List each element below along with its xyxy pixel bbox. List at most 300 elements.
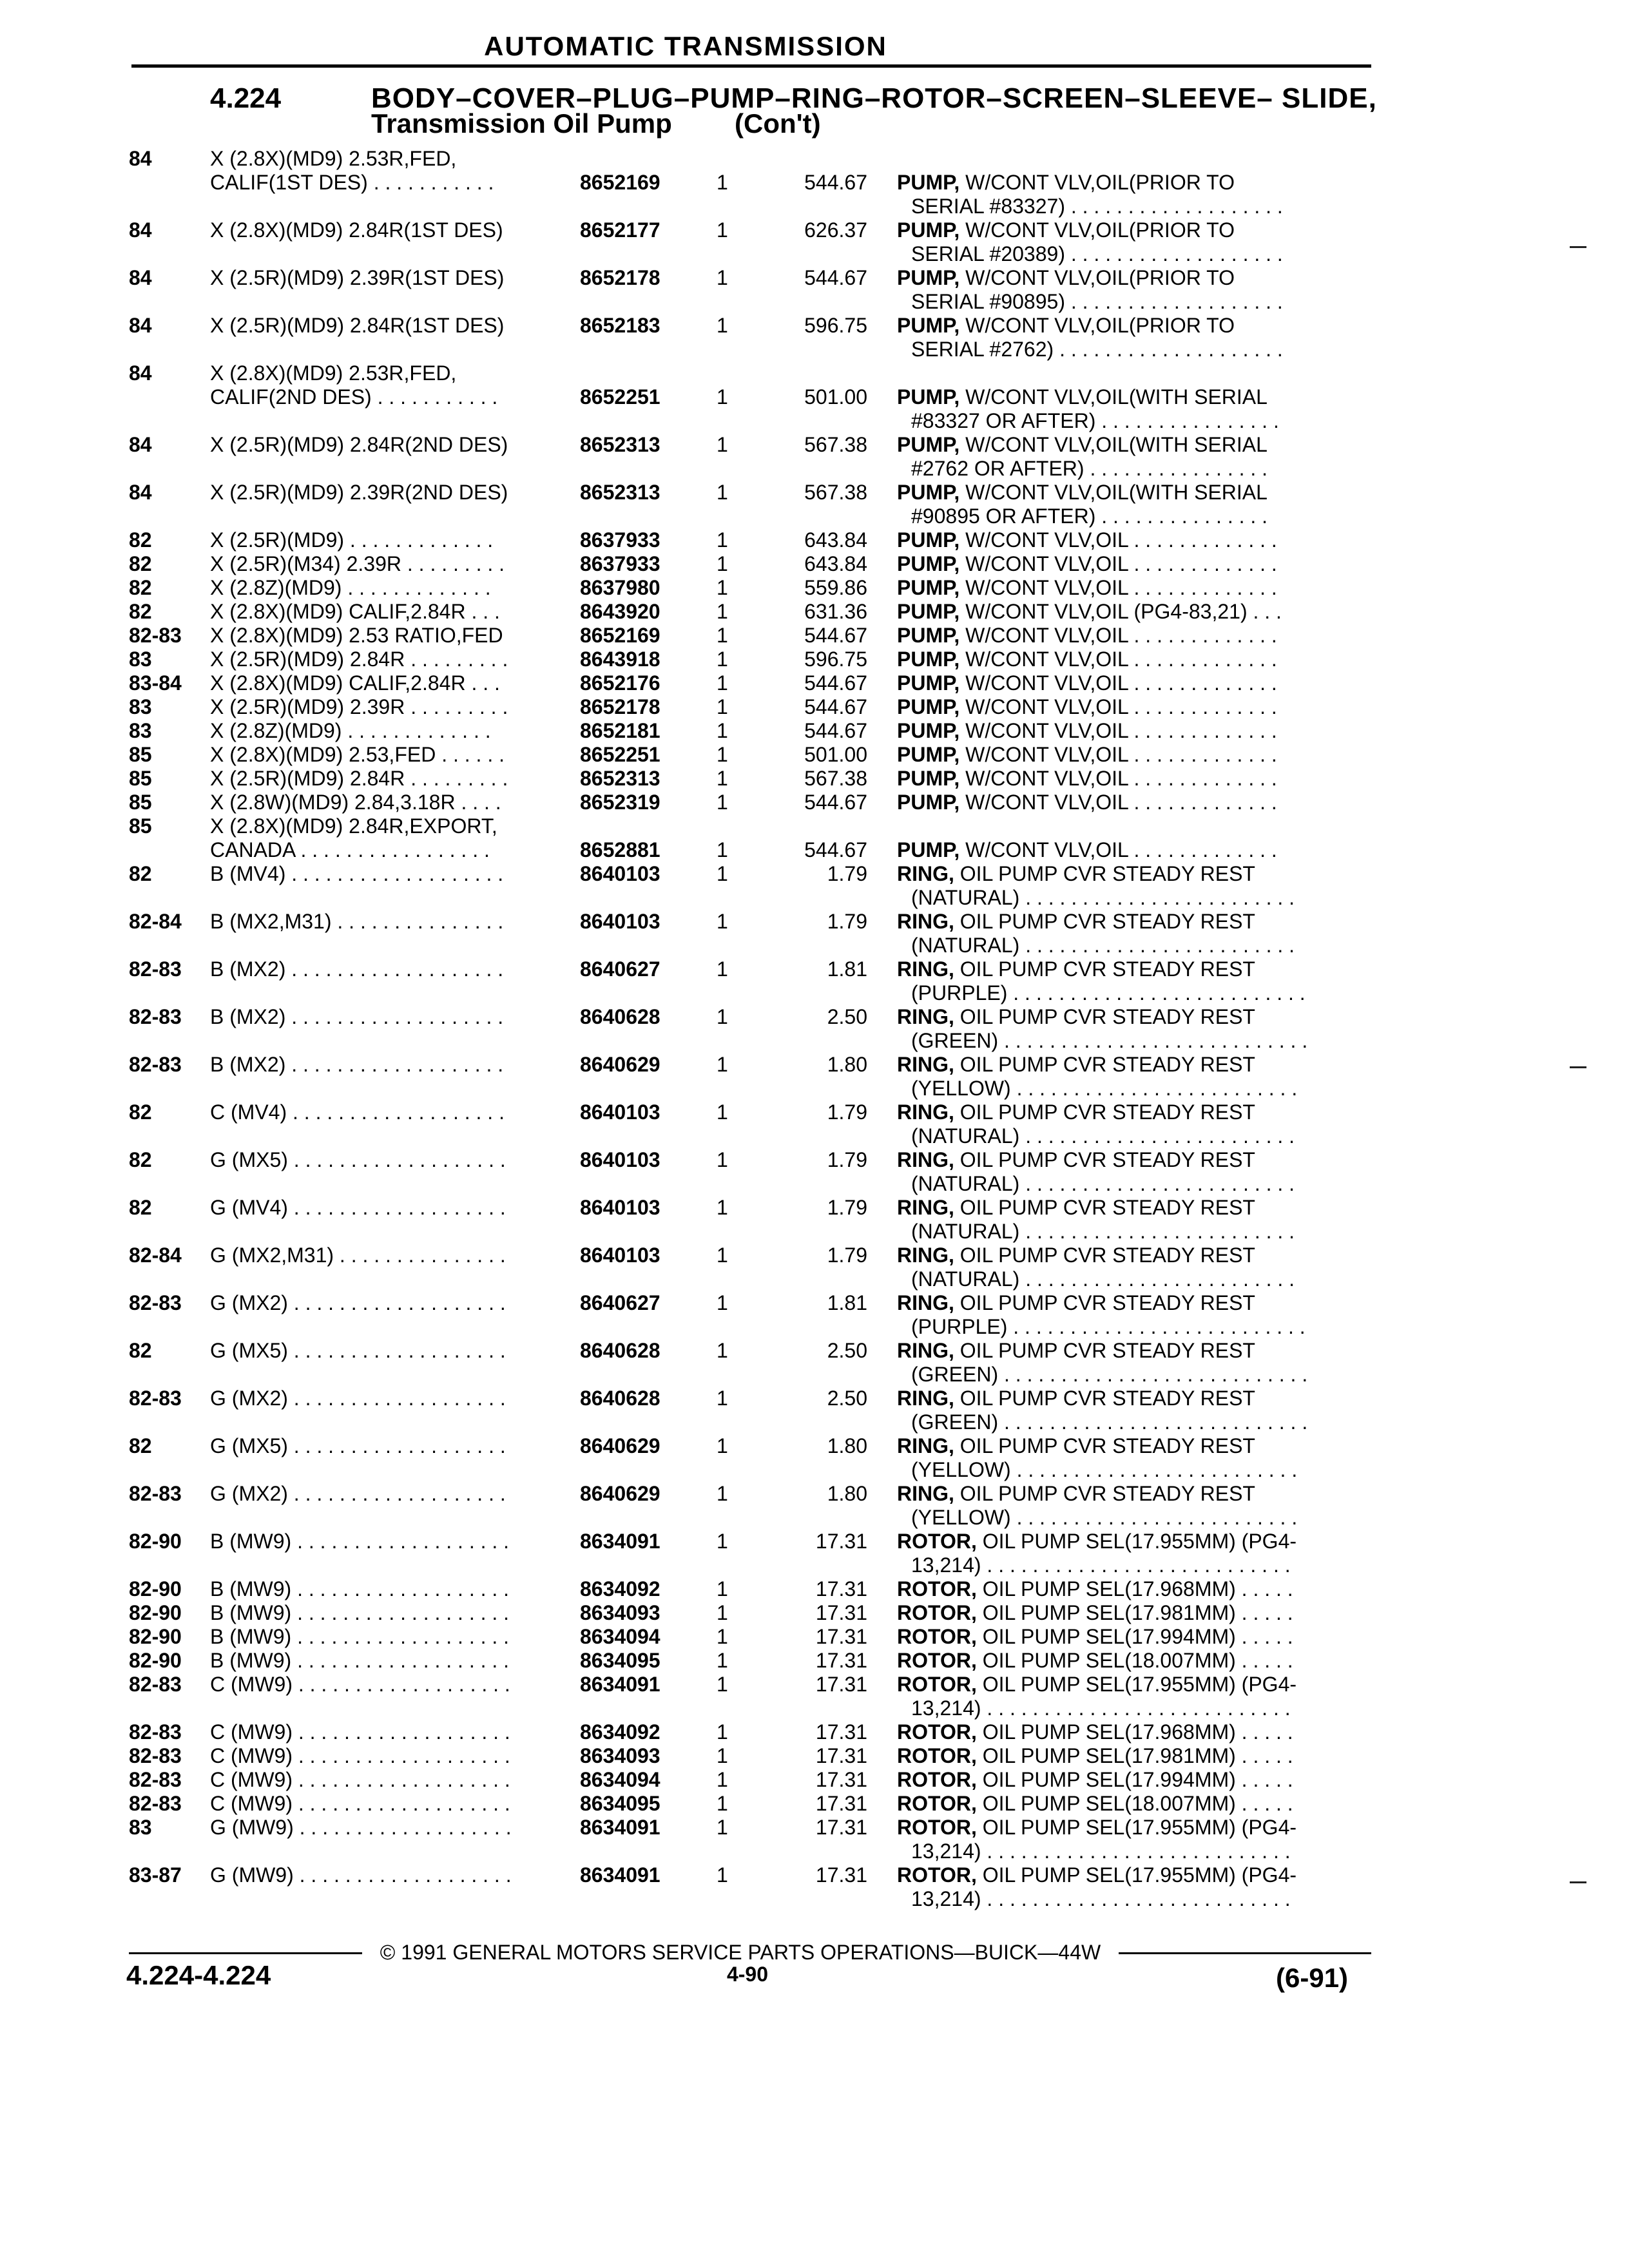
price: 1.81 <box>827 1291 867 1314</box>
description-line: X (2.8Z)(MD9) . . . . . . . . . . . . . <box>210 719 491 742</box>
part-number: 8640628 <box>580 1387 660 1410</box>
part-number: 8652313 <box>580 433 660 456</box>
part-name-keyword: PUMP, <box>897 767 960 790</box>
part-name-text: OIL PUMP SEL(17.955MM) (PG4- <box>982 1816 1297 1839</box>
model-year: 85 <box>129 743 152 766</box>
part-name-line <box>897 1291 1371 1315</box>
price: 567.38 <box>804 767 867 790</box>
part-name-text: OIL PUMP SEL(18.007MM) . . . . . <box>982 1649 1293 1672</box>
quantity: 1 <box>717 695 728 718</box>
part-name-line <box>897 695 1371 719</box>
part-name-line <box>897 671 1371 695</box>
part-name-line <box>897 1744 1371 1768</box>
quantity: 1 <box>717 1863 728 1887</box>
table-row <box>0 957 1371 1005</box>
part-number: 8640627 <box>580 957 660 981</box>
model-year: 82-83 <box>129 1005 182 1028</box>
part-name-text: OIL PUMP CVR STEADY REST <box>959 1387 1255 1410</box>
part-name-text: W/CONT VLV,OIL(PRIOR TO <box>965 266 1235 289</box>
part-name-text: W/CONT VLV,OIL . . . . . . . . . . . . . <box>965 624 1277 647</box>
quantity: 1 <box>717 1291 728 1314</box>
model-year: 83 <box>129 719 152 742</box>
footer-rule-right <box>1119 1952 1371 1954</box>
part-name-line: (NATURAL) . . . . . . . . . . . . . . . . . . . . . . . . <box>911 934 1295 957</box>
part-name-line: (YELLOW) . . . . . . . . . . . . . . . . . . . . . . . . . <box>911 1458 1298 1481</box>
part-name-text: OIL PUMP SEL(17.981MM) . . . . . <box>982 1601 1293 1624</box>
model-year: 82-83 <box>129 1291 182 1314</box>
model-year: 82-83 <box>129 1720 182 1744</box>
model-year: 82 <box>129 552 152 575</box>
part-name-text: OIL PUMP CVR STEADY REST <box>959 910 1255 933</box>
part-name-text: W/CONT VLV,OIL . . . . . . . . . . . . . <box>965 671 1277 695</box>
part-number: 8640103 <box>580 1100 660 1124</box>
description-line: G (MW9) . . . . . . . . . . . . . . . . . . . <box>210 1863 512 1887</box>
part-name-line: #2762 OR AFTER) . . . . . . . . . . . . . . . . <box>911 457 1268 480</box>
part-number: 8640628 <box>580 1339 660 1362</box>
quantity: 1 <box>717 1387 728 1410</box>
part-number: 8634093 <box>580 1601 660 1624</box>
part-name-line <box>897 910 1371 934</box>
part-number: 8640629 <box>580 1434 660 1457</box>
part-name-text: W/CONT VLV,OIL(WITH SERIAL <box>965 433 1268 456</box>
part-name-text: W/CONT VLV,OIL . . . . . . . . . . . . . <box>965 743 1277 766</box>
model-year: 82-90 <box>129 1577 182 1600</box>
part-name-line <box>897 1530 1371 1553</box>
table-row <box>0 266 1371 314</box>
table-row <box>0 1387 1371 1434</box>
model-year: 84 <box>129 314 152 337</box>
part-name-line: 13,214) . . . . . . . . . . . . . . . . . . . . . . . . . . . <box>911 1553 1291 1577</box>
price: 501.00 <box>804 385 867 408</box>
part-number: 8637933 <box>580 528 660 552</box>
price: 544.67 <box>804 266 867 289</box>
quantity: 1 <box>717 481 728 504</box>
part-name-text: W/CONT VLV,OIL . . . . . . . . . . . . . <box>965 767 1277 790</box>
description-line: X (2.5R)(M34) 2.39R . . . . . . . . . <box>210 552 505 575</box>
part-number: 8652181 <box>580 719 660 742</box>
price: 1.79 <box>827 1196 867 1219</box>
quantity: 1 <box>717 600 728 623</box>
table-row <box>0 552 1371 576</box>
part-number: 8652169 <box>580 624 660 647</box>
price: 567.38 <box>804 481 867 504</box>
part-name-text: OIL PUMP SEL(17.968MM) . . . . . <box>982 1577 1293 1600</box>
part-name-line <box>897 1625 1371 1649</box>
part-name-keyword: RING, <box>897 1482 954 1505</box>
quantity: 1 <box>717 552 728 575</box>
revision-date: (6-91) <box>1276 1963 1349 1993</box>
quantity: 1 <box>717 1720 728 1744</box>
description-line: X (2.5R)(MD9) 2.39R(2ND DES) <box>210 481 508 504</box>
footer-rule-left <box>129 1952 362 1954</box>
price: 631.36 <box>804 600 867 623</box>
part-name-keyword: PUMP, <box>897 791 960 814</box>
model-year: 84 <box>129 361 152 385</box>
price: 17.31 <box>815 1649 867 1672</box>
part-name-line: SERIAL #90895) . . . . . . . . . . . . . . . . . . . <box>911 290 1283 313</box>
part-name-line: (NATURAL) . . . . . . . . . . . . . . . . . . . . . . . . <box>911 1172 1295 1195</box>
part-number: 8652178 <box>580 695 660 718</box>
part-name-keyword: ROTOR, <box>897 1863 977 1887</box>
table-row <box>0 528 1371 552</box>
part-name-line: SERIAL #20389) . . . . . . . . . . . . . . . . . . . <box>911 242 1283 265</box>
part-name-keyword: PUMP, <box>897 218 960 242</box>
table-row <box>0 1863 1371 1911</box>
price: 17.31 <box>815 1792 867 1815</box>
price: 1.79 <box>827 1148 867 1171</box>
quantity: 1 <box>717 1482 728 1505</box>
part-name-keyword: RING, <box>897 957 954 981</box>
model-year: 84 <box>129 481 152 504</box>
part-name-line <box>897 1005 1371 1029</box>
part-name-text: W/CONT VLV,OIL(WITH SERIAL <box>965 481 1268 504</box>
description-line: B (MX2) . . . . . . . . . . . . . . . . . . . <box>210 1005 504 1028</box>
group-range: 4.224-4.224 <box>126 1960 271 1990</box>
price: 544.67 <box>804 719 867 742</box>
part-name-text: W/CONT VLV,OIL . . . . . . . . . . . . . <box>965 648 1277 671</box>
part-number: 8637980 <box>580 576 660 599</box>
model-year: 84 <box>129 433 152 456</box>
model-year: 82-90 <box>129 1601 182 1624</box>
part-name-line <box>897 1387 1371 1410</box>
part-name-line: (NATURAL) . . . . . . . . . . . . . . . . . . . . . . . . <box>911 1124 1295 1148</box>
description-line: B (MV4) . . . . . . . . . . . . . . . . . . . <box>210 862 504 885</box>
part-name-text: W/CONT VLV,OIL . . . . . . . . . . . . . <box>965 838 1277 861</box>
model-year: 82 <box>129 1100 152 1124</box>
part-name-line: (PURPLE) . . . . . . . . . . . . . . . . . . . . . . . . . . <box>911 1315 1306 1338</box>
quantity: 1 <box>717 1601 728 1624</box>
part-number: 8652251 <box>580 385 660 408</box>
model-year: 83 <box>129 648 152 671</box>
part-name-line <box>897 1768 1371 1792</box>
part-name-line <box>897 1720 1371 1744</box>
quantity: 1 <box>717 1625 728 1648</box>
price: 596.75 <box>804 314 867 337</box>
part-name-keyword: RING, <box>897 1005 954 1028</box>
part-number: 8640627 <box>580 1291 660 1314</box>
part-name-keyword: PUMP, <box>897 385 960 408</box>
part-name-keyword: PUMP, <box>897 838 960 861</box>
part-name-line <box>897 838 1371 862</box>
part-name-line: SERIAL #2762) . . . . . . . . . . . . . . . . . . . . <box>911 338 1283 361</box>
price: 1.81 <box>827 957 867 981</box>
part-name-line <box>897 957 1371 981</box>
quantity: 1 <box>717 1673 728 1696</box>
part-name-keyword: PUMP, <box>897 171 960 194</box>
model-year: 82-83 <box>129 1673 182 1696</box>
price: 2.50 <box>827 1005 867 1028</box>
part-name-keyword: PUMP, <box>897 695 960 718</box>
part-name-keyword: PUMP, <box>897 576 960 599</box>
page-number: 4-90 <box>726 1963 769 1986</box>
model-year: 82-83 <box>129 1387 182 1410</box>
quantity: 1 <box>717 648 728 671</box>
part-name-keyword: RING, <box>897 1387 954 1410</box>
part-name-line <box>897 1053 1371 1077</box>
description-line: B (MW9) . . . . . . . . . . . . . . . . . . . <box>210 1601 510 1624</box>
part-number: 8634091 <box>580 1863 660 1887</box>
part-name-keyword: ROTOR, <box>897 1577 977 1600</box>
part-name-text: W/CONT VLV,OIL . . . . . . . . . . . . . <box>965 695 1277 718</box>
table-row <box>0 576 1371 600</box>
description-line: X (2.5R)(MD9) 2.39R(1ST DES) <box>210 266 505 289</box>
section-title: AUTOMATIC TRANSMISSION <box>484 31 887 61</box>
part-name-text: W/CONT VLV,OIL (PG4-83,21) . . . <box>965 600 1282 623</box>
part-name-text: OIL PUMP SEL(17.955MM) (PG4- <box>982 1863 1297 1887</box>
description-line: C (MW9) . . . . . . . . . . . . . . . . . . . <box>210 1744 510 1767</box>
part-name-text: OIL PUMP CVR STEADY REST <box>959 1100 1255 1124</box>
part-name-text: OIL PUMP SEL(17.968MM) . . . . . <box>982 1720 1293 1744</box>
part-name-keyword: RING, <box>897 1339 954 1362</box>
table-row <box>0 671 1371 695</box>
description-line: X (2.5R)(MD9) 2.84R(1ST DES) <box>210 314 505 337</box>
part-name-keyword: PUMP, <box>897 648 960 671</box>
part-name-line: (NATURAL) . . . . . . . . . . . . . . . . . . . . . . . . <box>911 886 1295 909</box>
quantity: 1 <box>717 791 728 814</box>
part-name-keyword: PUMP, <box>897 266 960 289</box>
description-line: G (MX2) . . . . . . . . . . . . . . . . . . . <box>210 1387 506 1410</box>
quantity: 1 <box>717 528 728 552</box>
part-name-keyword: RING, <box>897 1244 954 1267</box>
description-line: C (MV4) . . . . . . . . . . . . . . . . . . . <box>210 1100 505 1124</box>
model-year: 82 <box>129 528 152 552</box>
quantity: 1 <box>717 385 728 408</box>
part-name-keyword: PUMP, <box>897 552 960 575</box>
model-year: 85 <box>129 814 152 838</box>
part-name-line <box>897 1816 1371 1840</box>
price: 626.37 <box>804 218 867 242</box>
table-row <box>0 361 1371 432</box>
description-line: B (MX2,M31) . . . . . . . . . . . . . . . <box>210 910 504 933</box>
description-line: X (2.8X)(MD9) 2.84R(1ST DES) <box>210 218 503 242</box>
part-name-line <box>897 1649 1371 1673</box>
part-number: 8640103 <box>580 1196 660 1219</box>
part-number: 8652176 <box>580 671 660 695</box>
price: 17.31 <box>815 1601 867 1624</box>
part-name-text: OIL PUMP CVR STEADY REST <box>959 1339 1255 1362</box>
quantity: 1 <box>717 1530 728 1553</box>
quantity: 1 <box>717 862 728 885</box>
table-row <box>0 1530 1371 1577</box>
part-name-line <box>897 791 1371 814</box>
table-row <box>0 147 1371 218</box>
description-line: G (MX2,M31) . . . . . . . . . . . . . . . <box>210 1244 506 1267</box>
table-row <box>0 767 1371 791</box>
part-name-keyword: RING, <box>897 862 954 885</box>
table-row <box>0 1434 1371 1482</box>
part-name-line <box>897 1100 1371 1124</box>
part-number: 8652251 <box>580 743 660 766</box>
part-name-line <box>897 218 1371 242</box>
part-name-text: OIL PUMP CVR STEADY REST <box>959 1434 1255 1457</box>
table-row <box>0 1053 1371 1100</box>
price: 501.00 <box>804 743 867 766</box>
table-row <box>0 624 1371 648</box>
part-name-line: #90895 OR AFTER) . . . . . . . . . . . . . . . <box>911 505 1268 528</box>
quantity: 1 <box>717 171 728 194</box>
quantity: 1 <box>717 743 728 766</box>
part-name-keyword: RING, <box>897 1196 954 1219</box>
model-year: 82-84 <box>129 1244 182 1267</box>
model-year: 82-90 <box>129 1530 182 1553</box>
model-year: 82-83 <box>129 1744 182 1767</box>
part-number: 8640103 <box>580 1148 660 1171</box>
description-line: X (2.8X)(MD9) 2.53,FED . . . . . . <box>210 743 505 766</box>
part-name-keyword: RING, <box>897 1434 954 1457</box>
part-name-keyword: PUMP, <box>897 624 960 647</box>
part-number: 8640103 <box>580 862 660 885</box>
description-line: G (MW9) . . . . . . . . . . . . . . . . . . . <box>210 1816 512 1839</box>
part-name-line: (GREEN) . . . . . . . . . . . . . . . . . . . . . . . . . . . <box>911 1363 1308 1386</box>
part-name-text: W/CONT VLV,OIL . . . . . . . . . . . . . <box>965 576 1277 599</box>
part-name-text: W/CONT VLV,OIL(PRIOR TO <box>965 171 1235 194</box>
description-line: X (2.8X)(MD9) CALIF,2.84R . . . <box>210 600 500 623</box>
price: 17.31 <box>815 1744 867 1767</box>
part-number: 8634095 <box>580 1649 660 1672</box>
part-name-line: (YELLOW) . . . . . . . . . . . . . . . . . . . . . . . . . <box>911 1077 1298 1100</box>
part-name-text: OIL PUMP CVR STEADY REST <box>959 957 1255 981</box>
table-row <box>0 433 1371 481</box>
table-row <box>0 648 1371 671</box>
quantity: 1 <box>717 1649 728 1672</box>
price: 544.67 <box>804 838 867 861</box>
model-year: 83-84 <box>129 671 182 695</box>
part-name-line <box>897 385 1371 409</box>
model-year: 83 <box>129 695 152 718</box>
part-name-keyword: ROTOR, <box>897 1816 977 1839</box>
quantity: 1 <box>717 266 728 289</box>
part-name-text: OIL PUMP CVR STEADY REST <box>959 1196 1255 1219</box>
part-number: 8634094 <box>580 1625 660 1648</box>
price: 1.80 <box>827 1434 867 1457</box>
table-row <box>0 1339 1371 1387</box>
model-year: 82 <box>129 1434 152 1457</box>
quantity: 1 <box>717 314 728 337</box>
table-row <box>0 1673 1371 1720</box>
quantity: 1 <box>717 433 728 456</box>
price: 1.79 <box>827 1244 867 1267</box>
part-name-text: OIL PUMP CVR STEADY REST <box>959 1148 1255 1171</box>
model-year: 83 <box>129 1816 152 1839</box>
part-number: 8640103 <box>580 1244 660 1267</box>
description-line: X (2.8W)(MD9) 2.84,3.18R . . . . <box>210 791 501 814</box>
description-line: B (MW9) . . . . . . . . . . . . . . . . . . . <box>210 1649 510 1672</box>
part-name-keyword: ROTOR, <box>897 1673 977 1696</box>
price: 17.31 <box>815 1816 867 1839</box>
model-year: 82 <box>129 1339 152 1362</box>
header-rule <box>131 64 1371 68</box>
description-line: B (MW9) . . . . . . . . . . . . . . . . . . . <box>210 1625 510 1648</box>
part-name-keyword: ROTOR, <box>897 1530 977 1553</box>
group-subtitle: Transmission Oil Pump <box>371 108 672 139</box>
part-name-keyword: ROTOR, <box>897 1768 977 1791</box>
part-name-text: OIL PUMP SEL(17.981MM) . . . . . <box>982 1744 1293 1767</box>
part-name-line <box>897 767 1371 791</box>
part-number: 8652169 <box>580 171 660 194</box>
part-name-keyword: ROTOR, <box>897 1792 977 1815</box>
part-name-line <box>897 528 1371 552</box>
part-number: 8652177 <box>580 218 660 242</box>
table-row <box>0 719 1371 743</box>
part-name-line <box>897 719 1371 743</box>
part-name-line <box>897 1577 1371 1601</box>
description-line: G (MX5) . . . . . . . . . . . . . . . . . . . <box>210 1148 506 1171</box>
part-name-text: OIL PUMP SEL(17.955MM) (PG4- <box>982 1530 1297 1553</box>
price: 559.86 <box>804 576 867 599</box>
part-name-line <box>897 624 1371 648</box>
model-year: 82-83 <box>129 957 182 981</box>
part-name-keyword: ROTOR, <box>897 1601 977 1624</box>
price: 17.31 <box>815 1673 867 1696</box>
part-name-line: (PURPLE) . . . . . . . . . . . . . . . . . . . . . . . . . . <box>911 981 1306 1004</box>
description-line: X (2.8X)(MD9) 2.53R,FED, <box>210 361 457 385</box>
price: 2.50 <box>827 1387 867 1410</box>
part-number: 8634091 <box>580 1673 660 1696</box>
part-name-text: W/CONT VLV,OIL(PRIOR TO <box>965 218 1235 242</box>
quantity: 1 <box>717 1196 728 1219</box>
margin-mark <box>1570 246 1586 248</box>
table-row <box>0 1649 1371 1673</box>
part-name-line <box>897 743 1371 767</box>
part-name-line: (NATURAL) . . . . . . . . . . . . . . . . . . . . . . . . <box>911 1267 1295 1291</box>
description-line: G (MX2) . . . . . . . . . . . . . . . . . . . <box>210 1482 506 1505</box>
description-line: C (MW9) . . . . . . . . . . . . . . . . . . . <box>210 1673 510 1696</box>
quantity: 1 <box>717 1100 728 1124</box>
quantity: 1 <box>717 767 728 790</box>
group-number: 4.224 <box>210 82 282 114</box>
part-name-line <box>897 1601 1371 1625</box>
part-number: 8640629 <box>580 1482 660 1505</box>
part-name-keyword: ROTOR, <box>897 1720 977 1744</box>
description-line: X (2.5R)(MD9) 2.84R . . . . . . . . . <box>210 767 508 790</box>
part-name-text: OIL PUMP SEL(17.994MM) . . . . . <box>982 1625 1293 1648</box>
quantity: 1 <box>717 1148 728 1171</box>
part-name-text: OIL PUMP CVR STEADY REST <box>959 1053 1255 1076</box>
description-line: X (2.5R)(MD9) . . . . . . . . . . . . . <box>210 528 494 552</box>
model-year: 82-84 <box>129 910 182 933</box>
part-name-keyword: RING, <box>897 1291 954 1314</box>
part-name-text: W/CONT VLV,OIL . . . . . . . . . . . . . <box>965 791 1277 814</box>
part-name-text: W/CONT VLV,OIL . . . . . . . . . . . . . <box>965 719 1277 742</box>
part-name-keyword: PUMP, <box>897 719 960 742</box>
part-name-text: W/CONT VLV,OIL . . . . . . . . . . . . . <box>965 552 1277 575</box>
price: 1.80 <box>827 1482 867 1505</box>
part-name-text: OIL PUMP CVR STEADY REST <box>959 1291 1255 1314</box>
copyright-notice: © 1991 GENERAL MOTORS SERVICE PARTS OPERATIONS—BUICK—44W <box>380 1941 1101 1964</box>
part-name-line <box>897 1148 1371 1172</box>
part-name-keyword: ROTOR, <box>897 1649 977 1672</box>
part-name-line: SERIAL #83327) . . . . . . . . . . . . . . . . . . . <box>911 195 1283 218</box>
description-line: X (2.8X)(MD9) 2.53R,FED, <box>210 147 457 170</box>
quantity: 1 <box>717 1244 728 1267</box>
table-row <box>0 1148 1371 1196</box>
part-name-keyword: RING, <box>897 1100 954 1124</box>
description-line: G (MX5) . . . . . . . . . . . . . . . . . . . <box>210 1339 506 1362</box>
margin-mark <box>1570 1881 1586 1883</box>
description-line: G (MX2) . . . . . . . . . . . . . . . . . . . <box>210 1291 506 1314</box>
table-row <box>0 1768 1371 1792</box>
model-year: 82-83 <box>129 1053 182 1076</box>
model-year: 82-83 <box>129 1792 182 1815</box>
description-line: B (MX2) . . . . . . . . . . . . . . . . . . . <box>210 1053 504 1076</box>
part-number: 8652319 <box>580 791 660 814</box>
part-name-line <box>897 1244 1371 1267</box>
part-number: 8637933 <box>580 552 660 575</box>
quantity: 1 <box>717 671 728 695</box>
description-line: X (2.8Z)(MD9) . . . . . . . . . . . . . <box>210 576 491 599</box>
price: 567.38 <box>804 433 867 456</box>
model-year: 84 <box>129 147 152 170</box>
